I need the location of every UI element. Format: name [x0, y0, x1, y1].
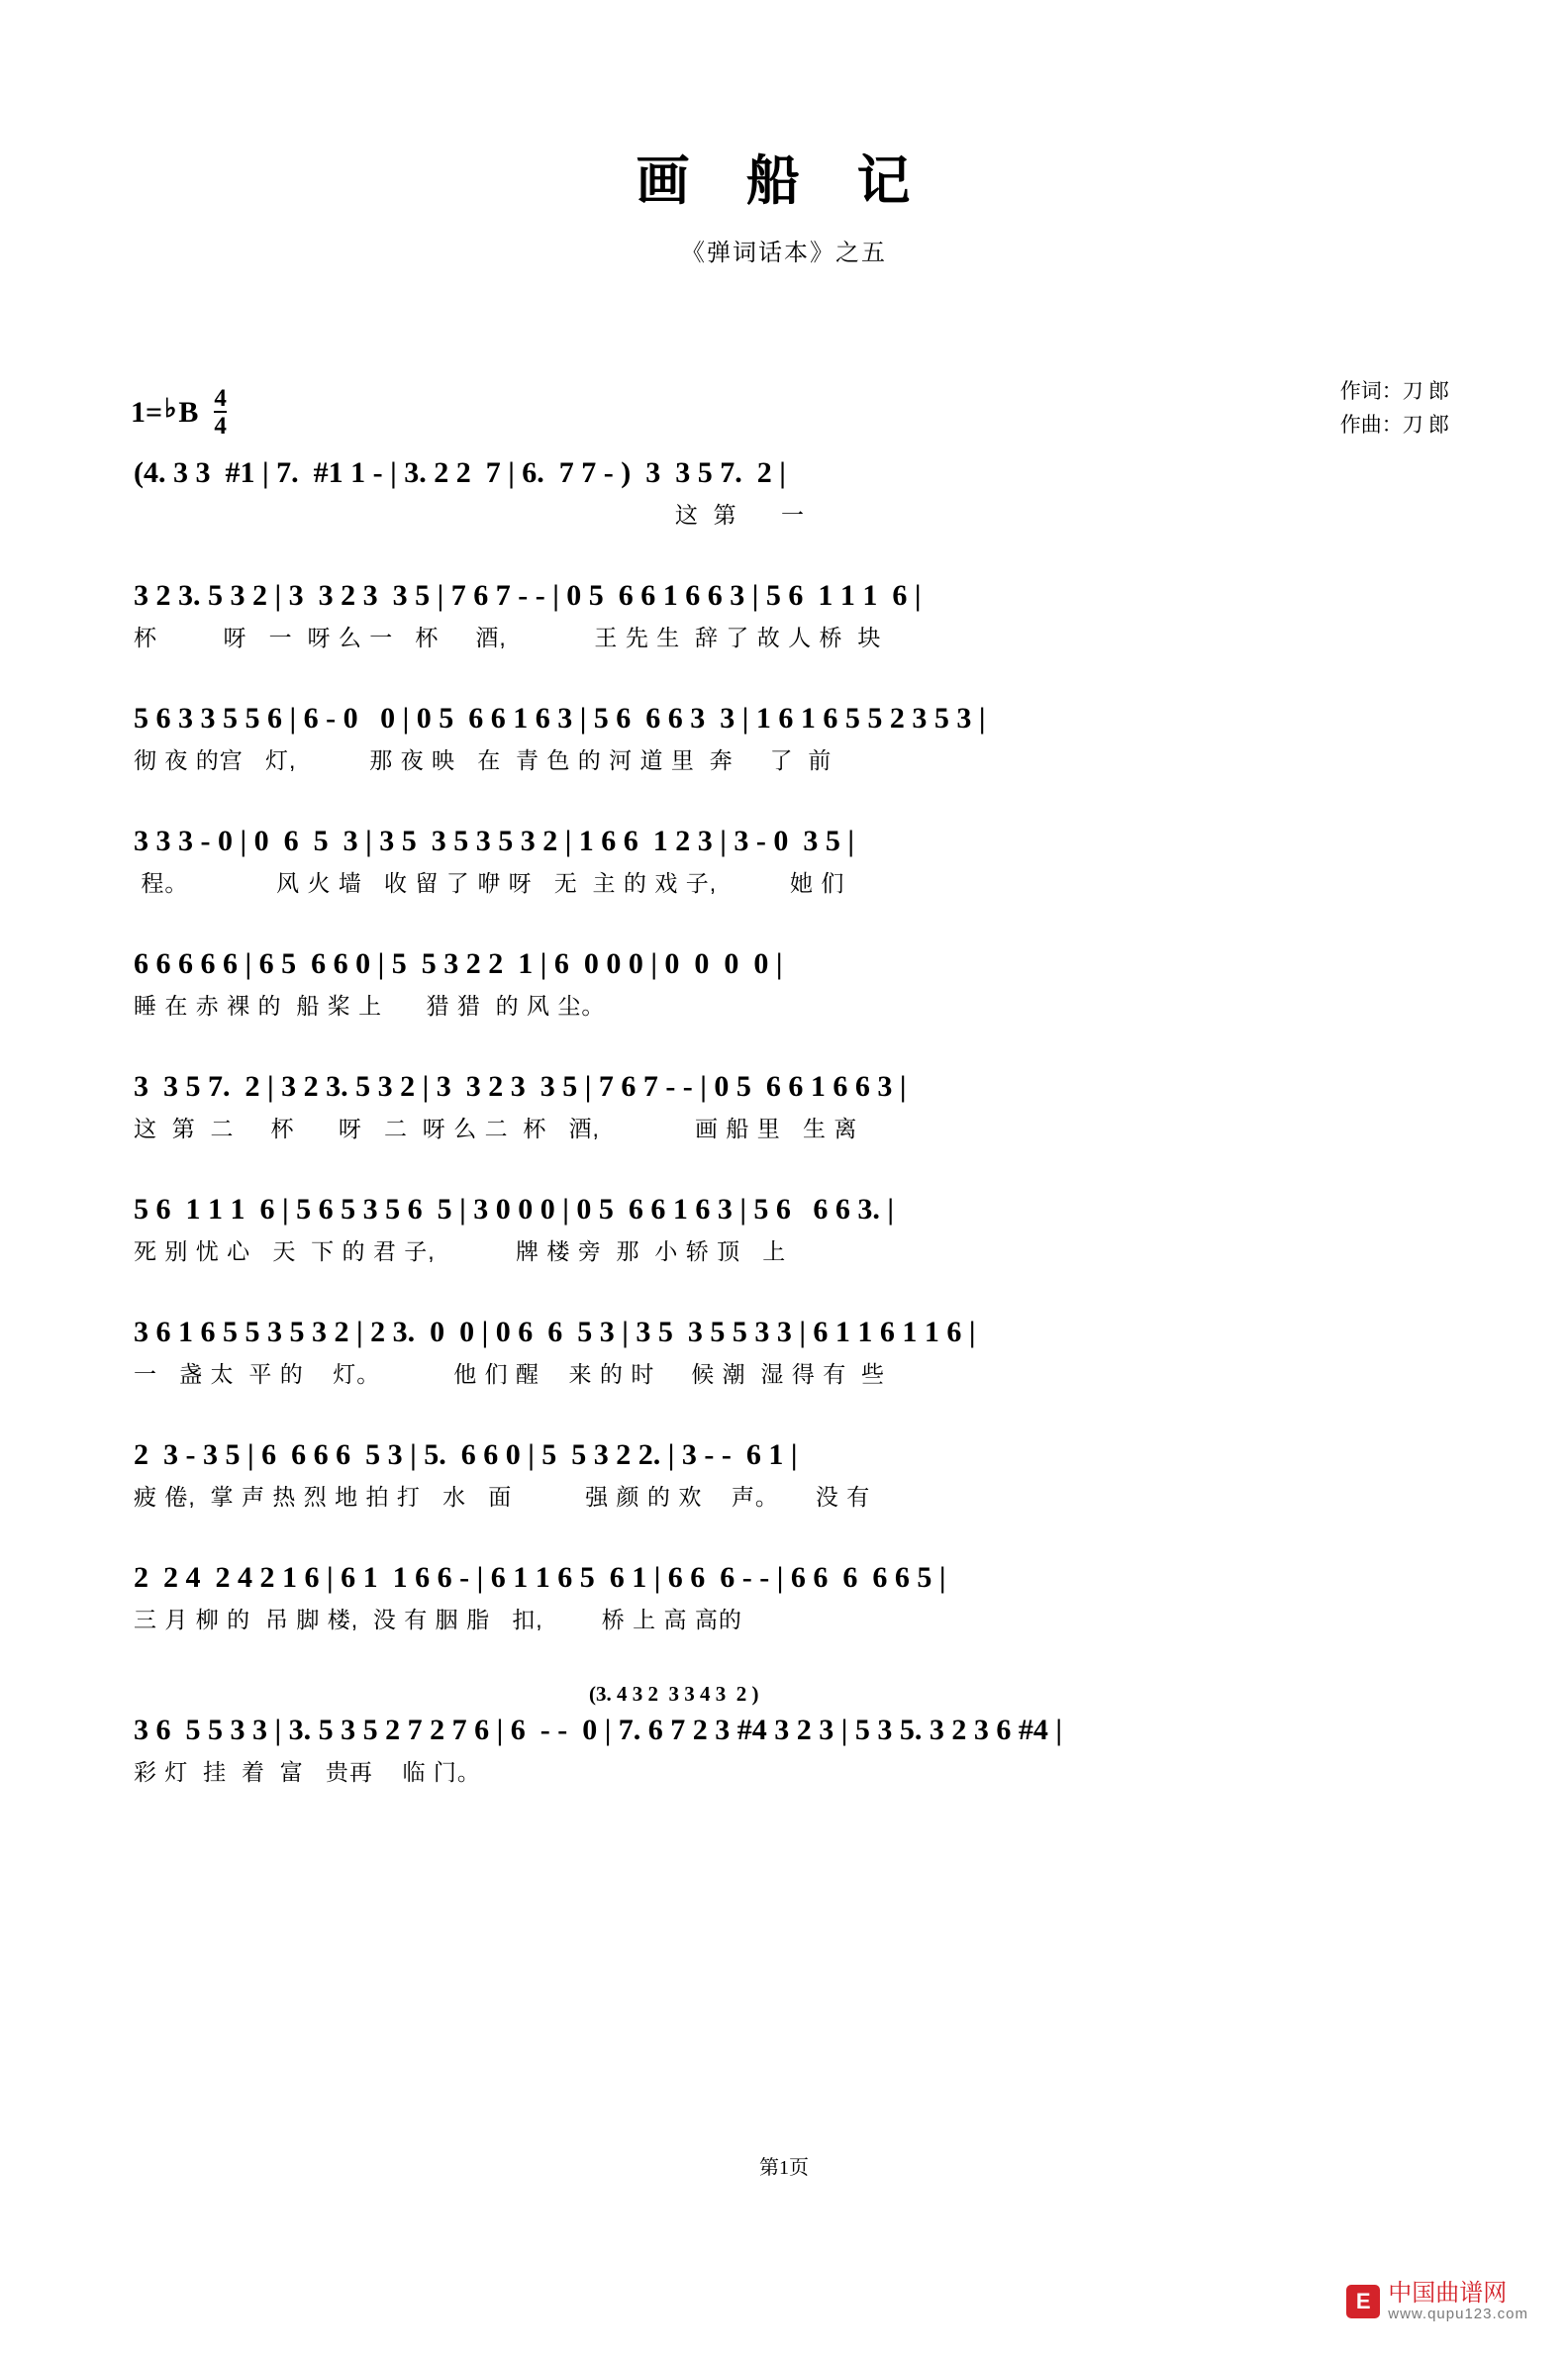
time-signature-denominator: 4: [214, 413, 227, 440]
notation-line: 5 6 3 3 5 5 6 | 6 - 0 0 | 0 5 6 6 1 6 3 | 5 6 6 6 3 3 | 1 6 1 6 5 5 2 3 5 3 |: [134, 702, 986, 735]
ornament-bracket: (3. 4 3 2 3 3 4 3 2 ): [589, 1682, 759, 1706]
lyricist: 作词：刀 郎: [1339, 379, 1449, 403]
watermark-text: 中国曲谱网: [1388, 2279, 1508, 2307]
notation-line: 2 2 4 2 4 2 1 6 | 6 1 1 6 6 - | 6 1 1 6 5 6 1 | 6 6 6 - - | 6 6 6 6 6 5 |: [134, 1561, 946, 1594]
music-system: [0, 1558, 1568, 1637]
time-signature-numerator: 4: [214, 385, 227, 412]
lyrics-line: 三 月 柳 的 吊 脚 楼, 没 有 胭 脂 扣, 桥 上 高 高的: [134, 1607, 742, 1632]
music-system: [0, 822, 1568, 901]
notation-line: (4. 3 3 #1 | 7. #1 1 - | 3. 2 2 7 | 6. 7 7 - ) 3 3 5 7. 2 |: [134, 456, 786, 489]
key-letter: B: [178, 395, 199, 429]
music-system: [0, 1435, 1568, 1515]
site-watermark: [1346, 2281, 1528, 2322]
music-system: [0, 576, 1568, 655]
music-system: [0, 453, 1568, 533]
sheet-music-page: [0, 139, 1568, 2358]
music-system: [0, 1313, 1568, 1392]
key-signature-block: [131, 386, 227, 439]
music-system: [0, 699, 1568, 778]
lyrics-line: 这 第 二 杯 呀 二 呀 么 二 杯 酒, 画 船 里 生 离: [134, 1116, 858, 1141]
notation-line: 2 3 - 3 5 | 6 6 6 6 5 3 | 5. 6 6 0 | 5 5 3 2 2. | 3 - - 6 1 |: [134, 1438, 798, 1471]
composer: 作曲：刀 郎: [1339, 413, 1449, 437]
music-systems: [0, 453, 1568, 1833]
music-system-with-ornament: [0, 1681, 1568, 1790]
flat-symbol: ♭: [164, 393, 177, 423]
notation-line: 5 6 1 1 1 6 | 5 6 5 3 5 6 5 | 3 0 0 0 | 0 5 6 6 1 6 3 | 5 6 6 6 3. |: [134, 1193, 895, 1226]
music-system: [0, 944, 1568, 1024]
key-signature-label: 1=: [131, 395, 163, 429]
lyrics-line: 杯 呀 一 呀 么 一 杯 酒, 王 先 生 辞 了 故 人 桥 块: [134, 625, 882, 650]
page-title: 画 船 记: [636, 151, 932, 211]
watermark-logo-icon: E: [1346, 2285, 1380, 2318]
lyrics-line: 彩 灯 挂 着 富 贵再 临 门。: [134, 1759, 481, 1785]
lyrics-line: 睡 在 赤 裸 的 船 桨 上 猎 猎 的 风 尘。: [134, 993, 606, 1019]
lyrics-line: 疲 倦, 掌 声 热 烈 地 拍 打 水 面 强 颜 的 欢 声。 没 有: [134, 1484, 871, 1510]
notation-line: 6 6 6 6 6 | 6 5 6 6 0 | 5 5 3 2 2 1 | 6 0 0 0 | 0 0 0 0 |: [134, 947, 783, 980]
watermark-url: www.qupu123.com: [1388, 2306, 1528, 2322]
lyrics-line: 一 盏 太 平 的 灯。 他 们 醒 来 的 时 候 潮 湿 得 有 些: [134, 1361, 885, 1387]
music-system: [0, 1067, 1568, 1146]
notation-line: 3 3 3 - 0 | 0 6 5 3 | 3 5 3 5 3 5 3 2 | 1 6 6 1 2 3 | 3 - 0 3 5 |: [134, 825, 855, 857]
notation-line: 3 3 5 7. 2 | 3 2 3. 5 3 2 | 3 3 2 3 3 5 | 7 6 7 - - | 0 5 6 6 1 6 6 3 |: [134, 1070, 907, 1103]
lyrics-line: 程。 风 火 墙 收 留 了 咿 呀 无 主 的 戏 子, 她 们: [134, 870, 845, 896]
page-number: 第1页: [759, 2157, 809, 2179]
notation-line: 3 6 1 6 5 5 3 5 3 2 | 2 3. 0 0 | 0 6 6 5 3 | 3 5 3 5 5 3 3 | 6 1 1 6 1 1 6 |: [134, 1316, 976, 1348]
credits-block: [1340, 374, 1449, 442]
subtitle: 《弹词话本》之五: [681, 241, 887, 266]
lyrics-line: 彻 夜 的宫 灯, 那 夜 映 在 青 色 的 河 道 里 奔 了 前: [134, 747, 833, 773]
lyrics-line: 这 第 一: [134, 502, 805, 528]
lyrics-line: 死 别 忧 心 天 下 的 君 子, 牌 楼 旁 那 小 轿 顶 上: [134, 1238, 787, 1264]
notation-line: 3 6 5 5 3 3 | 3. 5 3 5 2 7 2 7 6 | 6 - - 0 | 7. 6 7 2 3 #4 3 2 3 | 5 3 5. 3 2 3 6 #4 |: [134, 1714, 1063, 1746]
time-signature: [214, 386, 227, 439]
music-system: [0, 1190, 1568, 1269]
notation-line: 3 2 3. 5 3 2 | 3 3 2 3 3 5 | 7 6 7 - - | 0 5 6 6 1 6 6 3 | 5 6 1 1 1 6 |: [134, 579, 922, 612]
